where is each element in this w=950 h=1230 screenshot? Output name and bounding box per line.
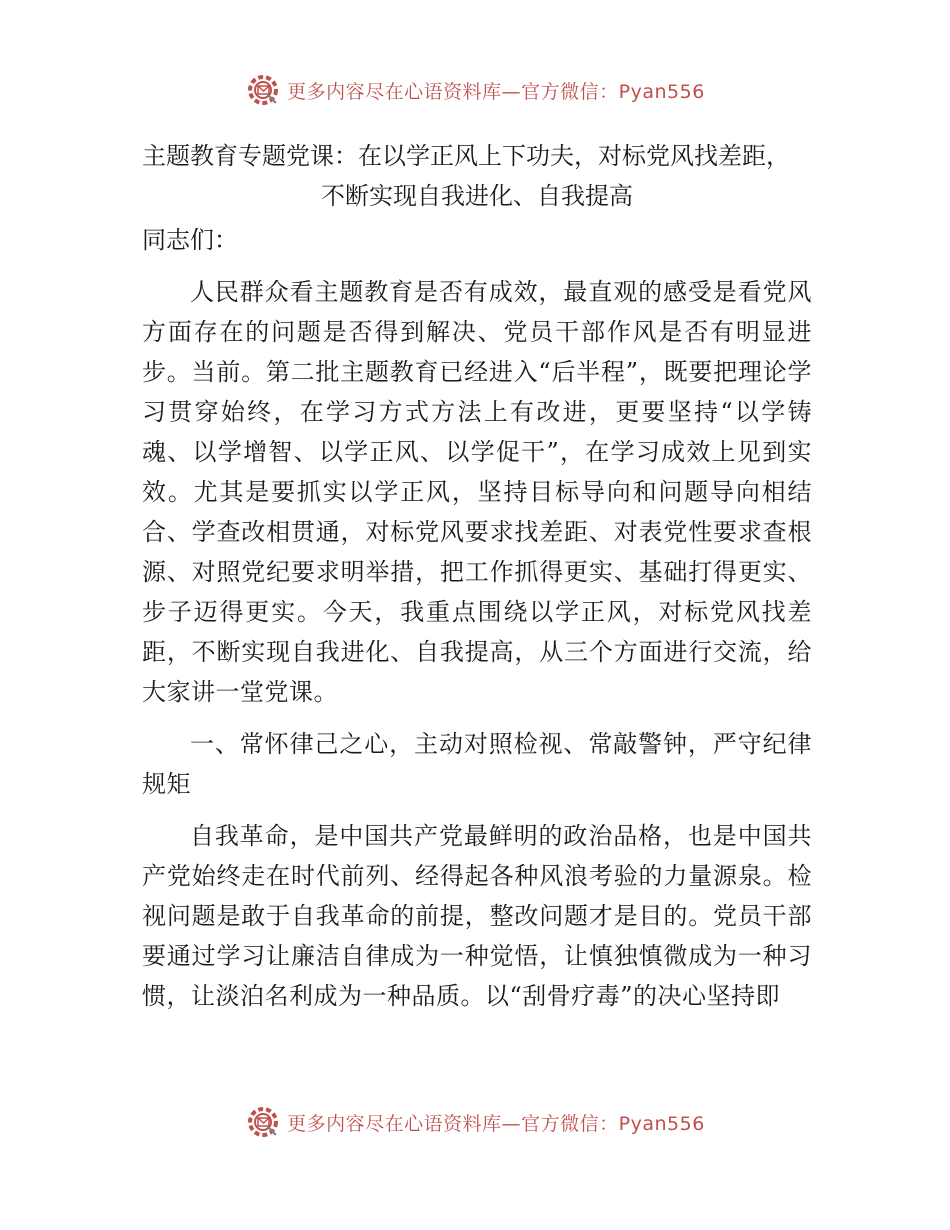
section-heading-1: 一、常怀律己之心，主动对照检视、常敲警钟，严守纪律规矩 — [142, 730, 812, 798]
header-banner-text: 更多内容尽在心语资料库—官方微信：Pyan556 — [287, 80, 705, 103]
footer-banner-content — [245, 1104, 705, 1140]
header-banner-content — [245, 72, 705, 108]
gear-mail-logo-icon — [245, 72, 281, 108]
document-body — [142, 136, 812, 1028]
paragraph-intro: 人民群众看主题教育是否有成效，最直观的感受是看党风方面存在的问题是否得到解决、党员干部作风是否有明显进步。当前。第二批主题教育已经进入“后半程”，既要把理论学习贯穿始终，在学习方式方法上有改进，更要坚持“以学铸魂、以学增智、以学正风、以学促干”，在学习成效上见到实效。尤其是要抓实以学正风，坚持目标导向和问题导向相结合、学查改相贯通，对标党风要求找差距、对表党性要求查根源、对照党纪要求明举措，把工作抓得更实、基础打得更实、步子迈得更实。今天，我重点围绕以学正风，对标党风找差距，不断实现自我进化、自我提高，从三个方面进行交流，给大家讲一堂党课。 — [142, 278, 812, 706]
header-banner — [0, 68, 950, 112]
title-line-2: 不断实现自我进化、自我提高 — [321, 182, 633, 210]
title-line-1: 主题教育专题党课：在以学正风上下功夫，对标党风找差距， — [142, 142, 790, 170]
footer-banner-text: 更多内容尽在心语资料库—官方微信：Pyan556 — [287, 1112, 705, 1135]
paragraph-section-1: 自我革命，是中国共产党最鲜明的政治品格，也是中国共产党始终走在时代前列、经得起各种风浪考验的力量源泉。检视问题是敢于自我革命的前提，整改问题才是目的。党员干部要通过学习让廉洁自律成为一种觉悟，让慎独慎微成为一种习惯，让淡泊名利成为一种品质。以“刮骨疗毒”的决心坚持即 — [142, 822, 812, 1010]
salutation: 同志们： — [142, 226, 238, 254]
footer-banner — [0, 1100, 950, 1144]
document-title — [142, 136, 812, 216]
gear-mail-logo-icon — [245, 1104, 281, 1140]
